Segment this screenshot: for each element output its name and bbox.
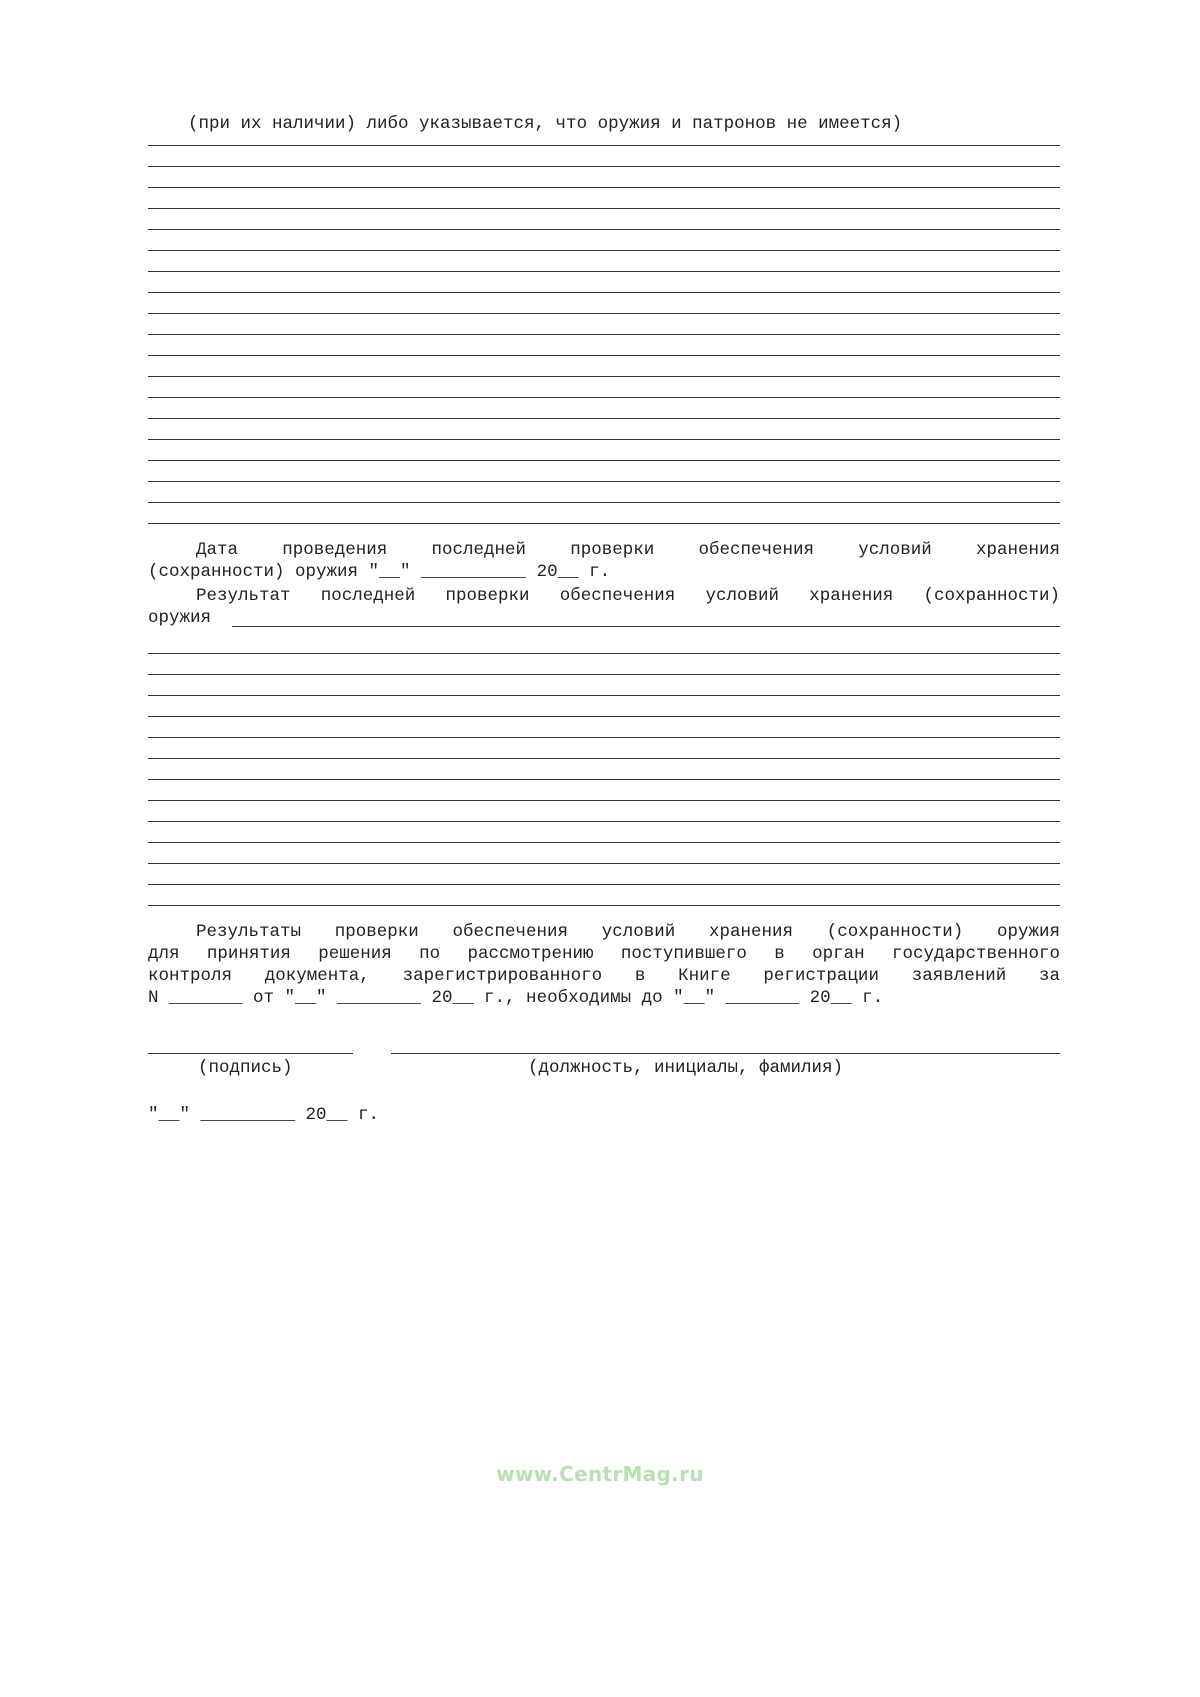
blank-line (148, 674, 1060, 675)
blank-line (148, 842, 1060, 843)
position-line (391, 1053, 1060, 1054)
blank-line (148, 695, 1060, 696)
blank-line (148, 481, 1060, 482)
blank-line (148, 800, 1060, 801)
results-line-2: для принятия решения по рассмотрению поступившего в орган государственного (148, 944, 1060, 964)
blank-line (148, 905, 1060, 906)
blank-line (148, 376, 1060, 377)
blank-line (148, 439, 1060, 440)
blank-line (148, 418, 1060, 419)
last-result-line-1: Результат последней проверки обеспечения условий хранения (сохранности) (196, 586, 1060, 606)
check-date-line-1: Дата проведения последней проверки обеспечения условий хранения (196, 540, 1060, 560)
last-result-fill-line (232, 626, 1060, 627)
watermark: www.CentrMag.ru (496, 1462, 704, 1486)
blank-line (148, 863, 1060, 864)
position-label: (должность, инициалы, фамилия) (528, 1058, 844, 1078)
signature-line (148, 1053, 353, 1054)
blank-line (148, 166, 1060, 167)
blank-line (148, 187, 1060, 188)
blank-line (148, 737, 1060, 738)
blank-line (148, 397, 1060, 398)
blank-line (148, 779, 1060, 780)
blank-line (148, 653, 1060, 654)
blank-line (148, 758, 1060, 759)
blank-line (148, 523, 1060, 524)
blank-line (148, 229, 1060, 230)
top-note: (при их наличии) либо указывается, что оружия и патронов не имеется) (188, 114, 903, 134)
document-page (148, 0, 1060, 1697)
blank-line (148, 271, 1060, 272)
last-result-line-2: оружия (148, 608, 212, 628)
blank-line (148, 292, 1060, 293)
blank-line (148, 355, 1060, 356)
blank-line (148, 821, 1060, 822)
blank-line (148, 716, 1060, 717)
results-line-4: N _______ от "__" ________ 20__ г., необходимы до "__" _______ 20__ г. (148, 988, 884, 1008)
blank-line (148, 460, 1060, 461)
blank-line (148, 884, 1060, 885)
blank-line (148, 250, 1060, 251)
blank-line (148, 313, 1060, 314)
signature-label: (подпись) (198, 1058, 293, 1078)
results-line-3: контроля документа, зарегистрированного в Книге регистрации заявлений за (148, 966, 1060, 986)
blank-line (148, 502, 1060, 503)
results-line-1: Результаты проверки обеспечения условий хранения (сохранности) оружия (196, 922, 1060, 942)
blank-line (148, 334, 1060, 335)
blank-line (148, 208, 1060, 209)
blank-line (148, 145, 1060, 146)
date-line: "__" _________ 20__ г. (148, 1105, 380, 1125)
check-date-line-2: (сохранности) оружия "__" __________ 20__ г. (148, 562, 611, 582)
